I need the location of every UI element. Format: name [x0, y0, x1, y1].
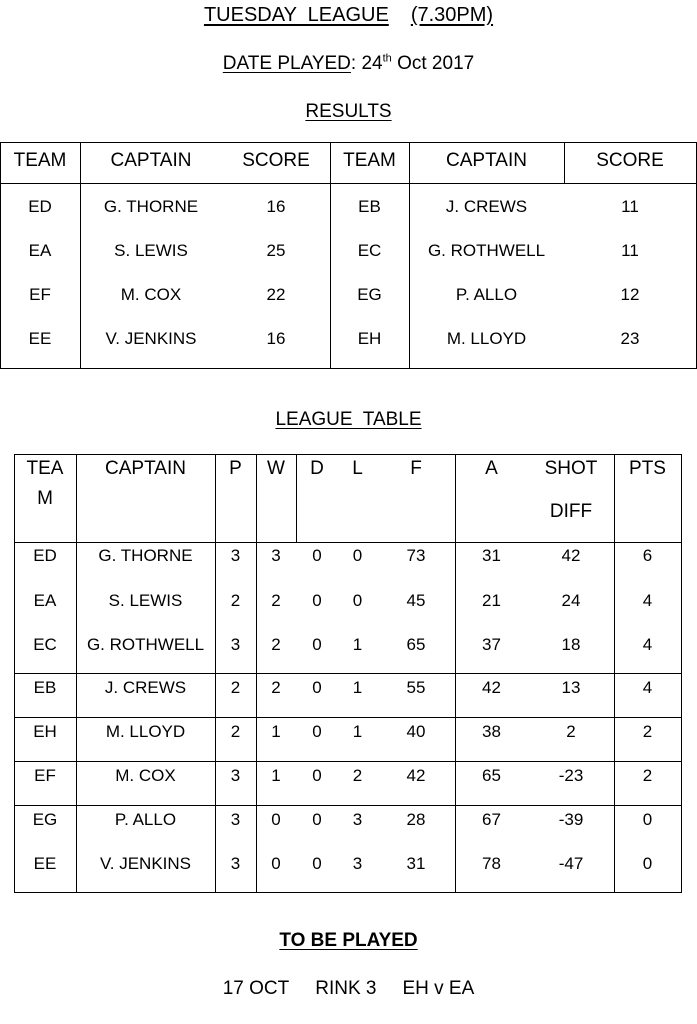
league-col-rule: [296, 454, 297, 542]
league-cell-captain: P. ALLO: [114, 810, 177, 829]
results-cell-team-2: EG: [357, 285, 382, 304]
results-cell-score-2: 23: [620, 329, 640, 348]
league-cell-w: 2: [271, 678, 281, 697]
league-col-rule: [76, 454, 77, 893]
date-rest: Oct 2017: [397, 53, 475, 74]
league-cell-l: 1: [352, 722, 363, 741]
league-cell-p: 3: [230, 635, 241, 654]
to-be-played-heading: [0, 930, 697, 952]
league-cell-l: 1: [352, 678, 363, 697]
league-header-captain: CAPTAIN: [105, 458, 186, 479]
league-border-top: [14, 454, 682, 455]
league-cell-pts: 2: [642, 722, 653, 741]
league-cell-a: 31: [482, 546, 501, 565]
league-cell-f: 65: [406, 635, 426, 654]
results-header-team: TEAM: [13, 150, 67, 171]
league-col-rule: [215, 454, 216, 893]
date-day: 24: [361, 53, 383, 74]
results-cell-captain: V. JENKINS: [105, 329, 197, 348]
league-row-rule: [14, 673, 682, 674]
league-header-diff: DIFF: [549, 501, 593, 522]
league-cell-l: 3: [352, 854, 363, 873]
league-cell-shot-diff: 2: [566, 722, 576, 741]
league-cell-team: EH: [33, 722, 57, 741]
league-cell-pts: 2: [642, 766, 653, 785]
league-cell-pts: 6: [642, 546, 653, 565]
league-cell-shot-diff: -23: [558, 766, 584, 785]
results-cell-score: 16: [266, 197, 286, 216]
league-cell-p: 3: [230, 766, 241, 785]
results-cell-captain-2: M. LLOYD: [446, 329, 527, 348]
league-cell-team: EC: [33, 635, 57, 654]
league-cell-shot-diff: -47: [558, 854, 584, 873]
results-cell-team: EF: [29, 285, 51, 304]
results-cell-score-2: 12: [620, 285, 640, 304]
league-cell-p: 2: [230, 678, 241, 697]
results-cell-score: 22: [266, 285, 286, 304]
results-col-rule: [564, 142, 565, 183]
league-cell-a: 21: [482, 591, 501, 610]
league-cell-team: EE: [33, 854, 57, 873]
league-header-f: F: [410, 458, 422, 479]
results-col-rule: [409, 142, 410, 369]
league-header-w: W: [267, 458, 285, 479]
date-played-label: DATE PLAYED: [222, 53, 351, 74]
league-header-p: P: [229, 458, 242, 479]
date-colon: :: [350, 53, 357, 74]
league-cell-p: 3: [230, 810, 241, 829]
league-cell-pts: 4: [642, 591, 653, 610]
league-header-l: L: [352, 458, 363, 479]
league-cell-captain: G. ROTHWELL: [86, 635, 205, 654]
league-cell-d: 0: [312, 546, 322, 565]
league-cell-l: 2: [352, 766, 363, 785]
results-col-rule: [0, 142, 1, 369]
league-cell-f: 73: [406, 546, 426, 565]
results-header-team-2: TEAM: [343, 150, 396, 171]
league-cell-l: 3: [352, 810, 363, 829]
fixture-rink: RINK 3: [315, 978, 377, 999]
results-cell-captain-2: G. ROTHWELL: [427, 241, 546, 260]
results-cell-team-2: EC: [357, 241, 382, 260]
league-header-pts: PTS: [629, 458, 666, 479]
results-header-score: SCORE: [242, 150, 310, 171]
league-cell-captain: S. LEWIS: [108, 591, 183, 610]
results-cell-captain: G. THORNE: [103, 197, 199, 216]
league-cell-shot-diff: -39: [558, 810, 584, 829]
league-cell-w: 2: [271, 591, 281, 610]
league-cell-l: 0: [352, 591, 363, 610]
league-col-rule: [14, 454, 15, 893]
league-cell-d: 0: [312, 810, 322, 829]
title-time: (7.30PM): [410, 4, 494, 26]
league-cell-shot-diff: 18: [561, 635, 581, 654]
league-cell-captain: G. THORNE: [98, 546, 193, 565]
results-cell-score-2: 11: [621, 197, 639, 216]
league-cell-team: EB: [33, 678, 57, 697]
league-cell-team: ED: [33, 546, 57, 565]
league-cell-w: 0: [271, 810, 281, 829]
results-header-rule: [0, 183, 697, 184]
league-cell-captain: J. CREWS: [104, 678, 187, 697]
league-cell-captain: M. LLOYD: [105, 722, 186, 741]
league-cell-team: EF: [34, 766, 56, 785]
results-heading-text: RESULTS: [305, 101, 392, 122]
results-cell-captain: S. LEWIS: [114, 241, 188, 260]
league-cell-a: 78: [482, 854, 501, 873]
league-cell-shot-diff: 24: [561, 591, 581, 610]
results-border-bottom: [0, 368, 697, 369]
results-cell-score: 25: [266, 241, 286, 260]
league-cell-d: 0: [312, 722, 322, 741]
league-row-rule: [14, 717, 682, 718]
league-cell-a: 38: [482, 722, 501, 741]
league-cell-f: 31: [406, 854, 426, 873]
league-cell-f: 55: [406, 678, 426, 697]
league-cell-shot-diff: 42: [561, 546, 581, 565]
league-cell-d: 0: [312, 635, 322, 654]
results-cell-captain-2: J. CREWS: [445, 197, 528, 216]
league-cell-f: 42: [406, 766, 426, 785]
league-cell-a: 67: [482, 810, 501, 829]
league-header-shot: SHOT: [544, 458, 598, 479]
league-cell-d: 0: [312, 766, 322, 785]
league-cell-p: 3: [230, 546, 241, 565]
league-cell-w: 1: [271, 722, 281, 741]
league-cell-f: 40: [406, 722, 426, 741]
results-cell-score-2: 11: [621, 241, 639, 260]
league-table-heading: [0, 409, 697, 431]
league-cell-w: 0: [271, 854, 281, 873]
league-border-bottom: [14, 892, 682, 893]
results-header-score-2: SCORE: [596, 150, 664, 171]
league-row-rule: [14, 761, 682, 762]
league-cell-l: 0: [352, 546, 363, 565]
league-cell-shot-diff: 13: [561, 678, 581, 697]
results-col-rule: [80, 142, 81, 369]
results-cell-captain-2: P. ALLO: [455, 285, 518, 304]
results-col-rule: [330, 142, 331, 369]
league-cell-d: 0: [312, 678, 322, 697]
league-cell-pts: 4: [642, 635, 653, 654]
league-cell-p: 2: [230, 722, 241, 741]
results-cell-team: EE: [28, 329, 52, 348]
league-cell-pts: 4: [642, 678, 653, 697]
league-cell-captain: M. COX: [115, 766, 176, 785]
league-col-rule: [256, 454, 257, 893]
league-header-team-2: M: [37, 488, 53, 509]
league-header-d: D: [310, 458, 324, 479]
league-col-rule: [681, 454, 682, 893]
date-suffix: th: [382, 52, 392, 65]
league-header-team: TEA: [26, 458, 64, 479]
league-cell-captain: V. JENKINS: [99, 854, 192, 873]
league-cell-a: 65: [482, 766, 501, 785]
title-league: TUESDAY LEAGUE: [203, 4, 389, 26]
league-cell-team: EG: [32, 810, 58, 829]
results-cell-team-2: EH: [357, 329, 382, 348]
league-cell-pts: 0: [642, 854, 653, 873]
results-cell-team-2: EB: [358, 197, 381, 216]
league-cell-pts: 0: [642, 810, 653, 829]
league-cell-f: 28: [406, 810, 426, 829]
results-header-captain-2: CAPTAIN: [446, 150, 527, 171]
league-col-rule: [614, 454, 615, 893]
league-cell-p: 3: [230, 854, 241, 873]
league-cell-team: EA: [33, 591, 57, 610]
league-cell-a: 42: [482, 678, 501, 697]
league-cell-w: 1: [271, 766, 281, 785]
fixture-line: [0, 978, 697, 1000]
league-col-rule: [455, 454, 456, 893]
league-cell-f: 45: [406, 591, 426, 610]
to-be-played-heading-text: TO BE PLAYED: [279, 930, 418, 951]
results-cell-score: 16: [266, 329, 286, 348]
league-row-rule: [14, 805, 682, 806]
page-title: [0, 4, 697, 27]
results-cell-team: EA: [28, 241, 52, 260]
fixture-date: 17 OCT: [222, 978, 290, 999]
league-cell-p: 2: [230, 591, 241, 610]
league-header-a: A: [485, 458, 498, 479]
league-cell-w: 2: [271, 635, 281, 654]
results-cell-captain: M. COX: [120, 285, 182, 304]
league-cell-d: 0: [312, 591, 322, 610]
results-header-captain: CAPTAIN: [110, 150, 192, 171]
league-header-rule: [14, 542, 682, 543]
league-cell-d: 0: [312, 854, 322, 873]
fixture-match: EH v EA: [402, 978, 475, 999]
date-played-line: [0, 53, 697, 75]
results-border-top: [0, 142, 697, 143]
league-cell-l: 1: [352, 635, 363, 654]
results-cell-team: ED: [28, 197, 52, 216]
league-cell-a: 37: [482, 635, 501, 654]
league-table-heading-text: LEAGUE TABLE: [275, 409, 422, 430]
league-cell-w: 3: [271, 546, 281, 565]
results-heading: [0, 101, 697, 123]
